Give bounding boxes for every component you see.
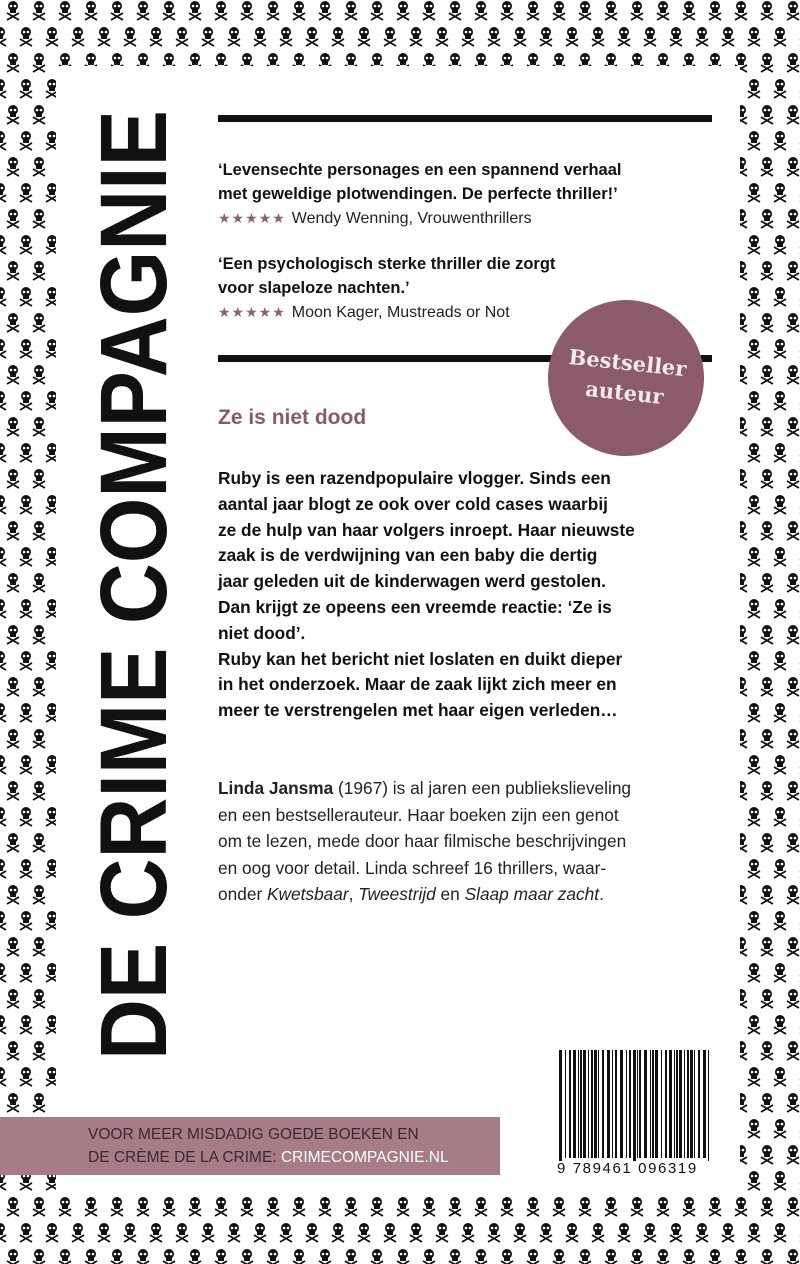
review-source: Wendy Wenning, Vrouwenthrillers: [291, 210, 532, 227]
barcode-bar: [637, 1050, 638, 1158]
star-rating-icon: ★★★★★: [218, 304, 286, 320]
barcode-bar: [588, 1050, 589, 1158]
banner-text: DE CRÈME DE LA CRIME:: [88, 1149, 281, 1166]
blurb-line: jaar geleden uit de kinderwagen werd gestolen.: [218, 571, 606, 592]
blurb-line: Dan krijgt ze opeens een vreemde reactie: ‘Ze is: [218, 596, 612, 617]
barcode: [557, 1050, 713, 1178]
blurb-line: ze de hulp van haar volgers inroept. Haar nieuwste: [218, 519, 635, 540]
author-name: Linda Jansma: [218, 778, 334, 798]
book-ref: Slaap maar zacht: [464, 884, 600, 905]
badge-line-1: Bestseller: [567, 343, 688, 382]
barcode-bar: [676, 1050, 678, 1158]
author-bio-text: (1967) is al jaren een publiekslieveling: [333, 778, 632, 798]
barcode-bar: [708, 1050, 709, 1176]
author-bio-text: onder: [218, 884, 268, 905]
barcode-bar: [661, 1050, 662, 1158]
barcode-bar: [674, 1050, 675, 1158]
review-quote-line: ‘Een psychologisch sterke thriller die zorgt: [218, 255, 556, 273]
barcode-bar: [583, 1050, 586, 1158]
barcode-bar: [578, 1050, 579, 1158]
barcode-bar: [644, 1050, 647, 1158]
blurb-line: zaak is de verdwijning van een baby die dertig: [218, 545, 598, 566]
barcode-bar: [559, 1050, 562, 1176]
blurb: [218, 466, 635, 724]
barcode-bar: [569, 1050, 571, 1158]
barcode-bar: [665, 1050, 667, 1158]
barcode-bar: [698, 1050, 700, 1158]
book-title: Ze is niet dood: [218, 406, 367, 429]
author-bio-line: en oog voor detail. Linda schreef 16 thrillers, waar-: [218, 857, 607, 878]
blurb-line: meer te verstrengelen met haar eigen verleden…: [218, 700, 618, 721]
isbn-number: 9 789461 096319: [557, 1161, 713, 1177]
author-bio-text: ,: [348, 884, 359, 905]
barcode-bar: [687, 1050, 689, 1158]
barcode-bar: [703, 1050, 706, 1158]
review-source: Moon Kager, Mustreads or Not: [291, 304, 510, 321]
promo-banner: [0, 1117, 500, 1175]
author-bio-text: .: [599, 884, 604, 905]
author-bio-line: en een bestsellerauteur. Haar boeken zijn een genot: [218, 804, 619, 825]
banner-line-2: [88, 1149, 449, 1167]
blurb-line: Ruby kan het bericht niet loslaten en duikt dieper: [218, 648, 623, 669]
barcode-bar: [598, 1050, 599, 1158]
barcode-bar: [580, 1050, 582, 1158]
barcode-bar: [694, 1050, 695, 1158]
author-bio-text: en: [435, 884, 465, 905]
barcode-bar: [615, 1050, 617, 1158]
review-quote-line: ‘Levensechte personages en een spannend verhaal: [218, 161, 622, 179]
barcode-bar: [639, 1050, 641, 1158]
barcode-bar: [607, 1050, 610, 1158]
barcode-bar: [650, 1050, 651, 1158]
banner-line-1: VOOR MEER MISDADIG GOEDE BOEKEN EN: [88, 1126, 419, 1143]
barcode-bar: [565, 1050, 566, 1158]
barcode-bar: [684, 1050, 685, 1158]
barcode-bar: [652, 1050, 654, 1158]
author-bio: [218, 775, 631, 908]
review-1: [218, 158, 622, 231]
review-quote-line: voor slapeloze nachten.’: [218, 279, 410, 297]
barcode-bar: [626, 1050, 627, 1158]
blurb-line: niet dood’.: [218, 622, 306, 643]
barcode-bar: [573, 1050, 576, 1158]
blurb-line: Ruby is een razendpopulaire vlogger. Sinds een: [218, 468, 611, 488]
series-title: DE CRIME COMPAGNIE: [79, 110, 187, 1060]
blurb-line: aantal jaar blogt ze ook over cold cases waarbij: [218, 493, 608, 514]
barcode-bar: [602, 1050, 604, 1158]
barcode-bar: [629, 1050, 631, 1158]
badge-line-2: auteur: [584, 375, 665, 409]
barcode-bars: [557, 1050, 713, 1178]
blurb-line: in het onderzoek. Maar de zaak lijkt zich meer en: [218, 674, 617, 695]
author-bio-line: om te lezen, mede door haar filmische beschrijvingen: [218, 831, 627, 852]
barcode-bar: [594, 1050, 597, 1158]
barcode-bar: [655, 1050, 658, 1158]
barcode-bar: [591, 1050, 593, 1158]
review-2: [218, 252, 555, 325]
barcode-bar: [690, 1050, 693, 1158]
book-ref: Tweestrijd: [358, 884, 436, 905]
barcode-bar: [612, 1050, 613, 1158]
star-rating-icon: ★★★★★: [218, 210, 286, 226]
barcode-bar: [620, 1050, 623, 1158]
review-quote-line: met geweldige plotwendingen. De perfecte thriller!’: [218, 185, 618, 203]
barcode-bar: [679, 1050, 682, 1158]
website-link[interactable]: CRIMECOMPAGNIE.NL: [280, 1149, 449, 1166]
book-ref: Kwetsbaar: [267, 884, 349, 905]
barcode-bar: [669, 1050, 672, 1158]
top-divider: [218, 115, 712, 122]
barcode-bar: [633, 1050, 636, 1176]
